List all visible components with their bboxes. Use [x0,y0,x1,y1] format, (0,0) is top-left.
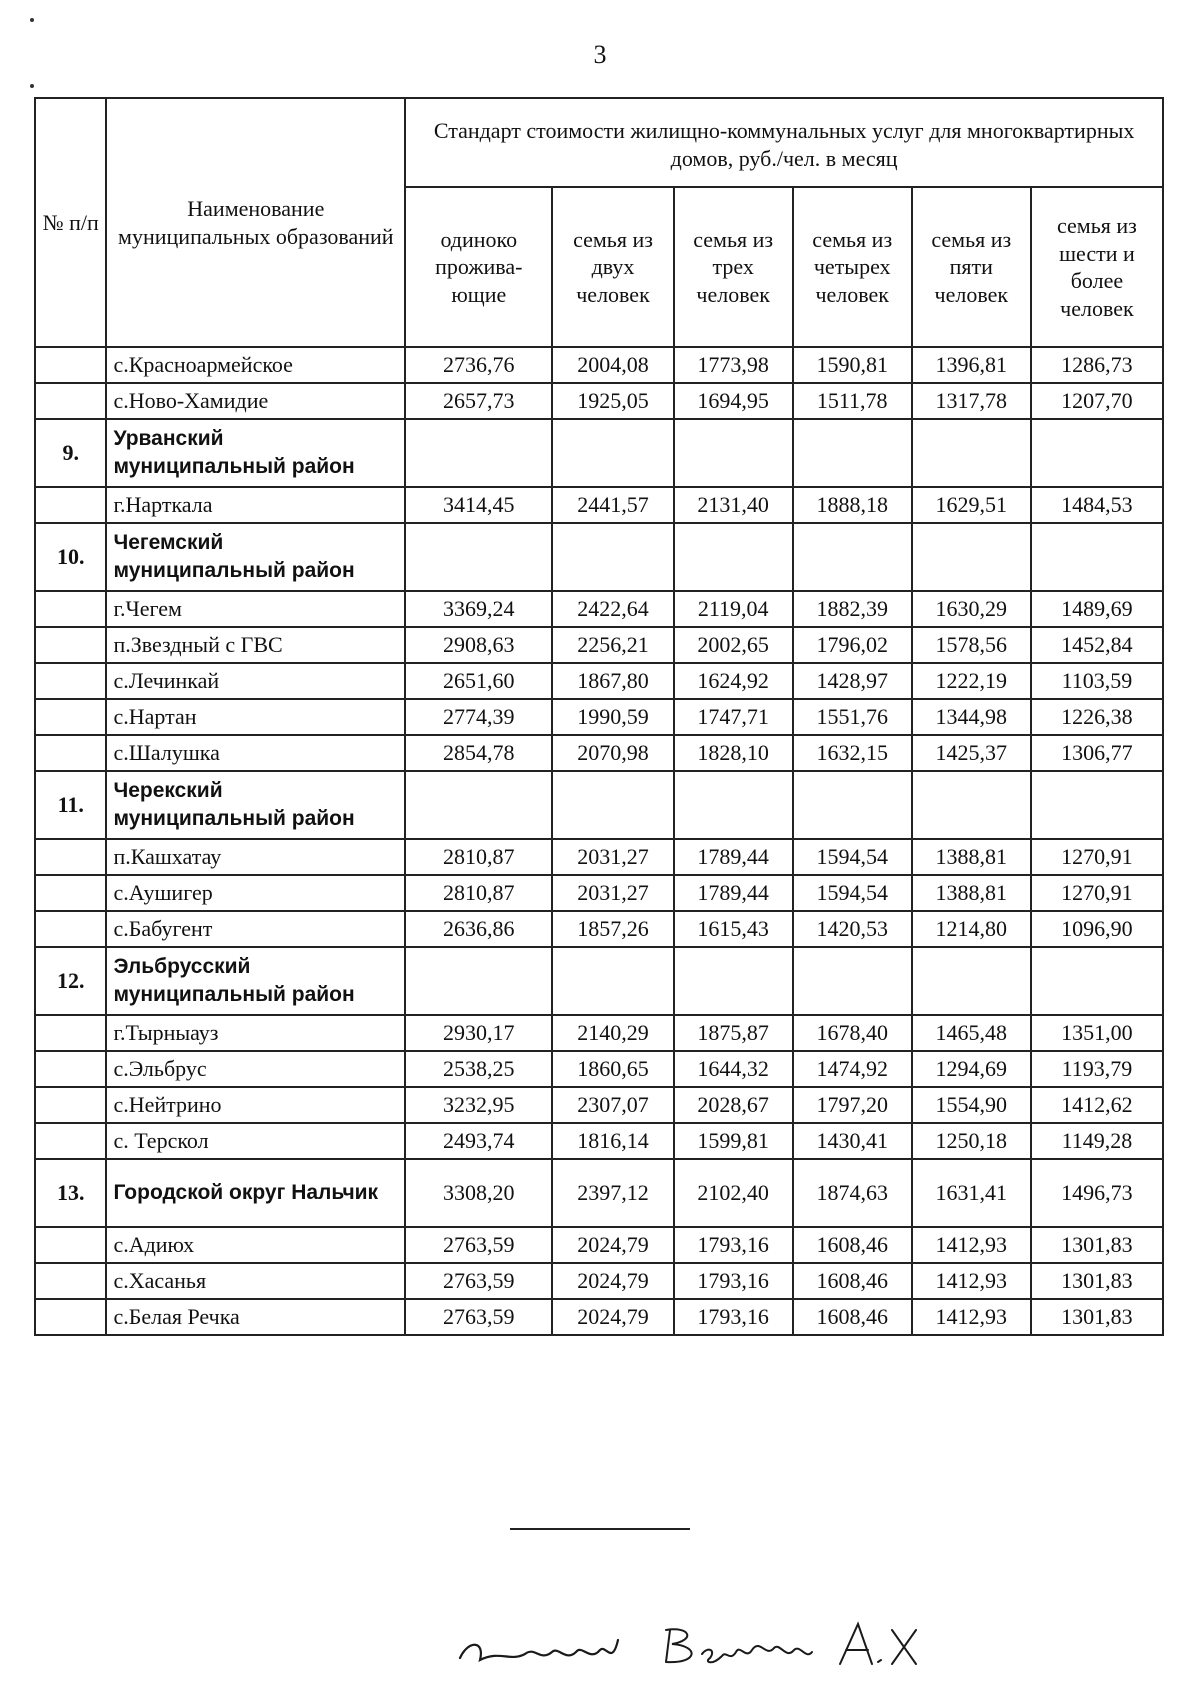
row-number: 10. [35,523,106,591]
table-row [35,627,1163,663]
cost-value: 1222,19 [912,663,1031,699]
municipality-name: с.Бабугент [106,911,405,947]
cost-value: 2441,57 [552,487,673,523]
cost-value: 1599,81 [674,1123,793,1159]
cost-value: 2763,59 [405,1227,552,1263]
cost-value: 2763,59 [405,1263,552,1299]
table-body [35,347,1163,1335]
cost-value: 2024,79 [552,1299,673,1335]
row-number [35,1299,106,1335]
row-number: 12. [35,947,106,1015]
cost-value: 1678,40 [793,1015,912,1051]
cost-value: 1624,92 [674,663,793,699]
cost-value: 1925,05 [552,383,673,419]
cost-value: 1554,90 [912,1087,1031,1123]
header-cost-standard: Стандарт стоимости жилищно-коммунальных услуг для многоквартирных домов, руб./чел. в месяц [405,98,1163,187]
cost-value: 2657,73 [405,383,552,419]
municipality-name: г.Тырныауз [106,1015,405,1051]
cost-value: 2854,78 [405,735,552,771]
cost-value: 1789,44 [674,875,793,911]
cost-value: 1747,71 [674,699,793,735]
table-row [35,1015,1163,1051]
cost-value: 1773,98 [674,347,793,383]
table-row [35,875,1163,911]
cost-value: 1193,79 [1031,1051,1163,1087]
cost-value: 1860,65 [552,1051,673,1087]
cost-value [912,771,1031,839]
district-row [35,523,1163,591]
cost-value: 1317,78 [912,383,1031,419]
table-row [35,663,1163,699]
table-header [35,98,1163,347]
table-row [35,911,1163,947]
header-col-family-2: семья из двух человек [552,187,673,347]
row-number: 9. [35,419,106,487]
cost-value: 2763,59 [405,1299,552,1335]
cost-value: 1096,90 [1031,911,1163,947]
cost-value: 1990,59 [552,699,673,735]
municipality-name: с.Эльбрус [106,1051,405,1087]
cost-value: 1425,37 [912,735,1031,771]
cost-value: 1629,51 [912,487,1031,523]
cost-value [405,419,552,487]
cost-value: 2031,27 [552,839,673,875]
municipality-name: с.Ново-Хамидие [106,383,405,419]
cost-value: 2736,76 [405,347,552,383]
cost-value: 2538,25 [405,1051,552,1087]
row-number [35,591,106,627]
cost-value: 1857,26 [552,911,673,947]
row-number [35,1123,106,1159]
cost-value: 2256,21 [552,627,673,663]
cost-value: 1396,81 [912,347,1031,383]
row-number [35,627,106,663]
cost-value: 2004,08 [552,347,673,383]
cost-value: 1430,41 [793,1123,912,1159]
cost-value [405,947,552,1015]
cost-value: 3414,45 [405,487,552,523]
table-row [35,1123,1163,1159]
cost-value: 3369,24 [405,591,552,627]
cost-value: 2131,40 [674,487,793,523]
cost-value: 1578,56 [912,627,1031,663]
cost-value: 1226,38 [1031,699,1163,735]
cost-value: 2031,27 [552,875,673,911]
cost-value: 1551,76 [793,699,912,735]
header-col-single: одиноко прожива-ющие [405,187,552,347]
cost-value [674,947,793,1015]
row-number [35,347,106,383]
cost-value [552,947,673,1015]
cost-value: 1631,41 [912,1159,1031,1227]
table-row [35,1299,1163,1335]
header-col-family-5: семья из пяти человек [912,187,1031,347]
header-col-family-6-plus: семья из шести и более человек [1031,187,1163,347]
cost-value [1031,523,1163,591]
cost-value [793,419,912,487]
cost-value: 1301,83 [1031,1227,1163,1263]
municipality-name: с.Адиюх [106,1227,405,1263]
municipality-name: Городской округ Нальчик [106,1159,405,1227]
cost-value: 2636,86 [405,911,552,947]
cost-value: 2930,17 [405,1015,552,1051]
cost-value: 1594,54 [793,839,912,875]
cost-value: 2140,29 [552,1015,673,1051]
cost-value: 3308,20 [405,1159,552,1227]
header-col-family-4: семья из четырех человек [793,187,912,347]
district-row [35,1159,1163,1227]
cost-value: 1207,70 [1031,383,1163,419]
cost-value: 2119,04 [674,591,793,627]
table-row [35,735,1163,771]
cost-value [552,523,673,591]
cost-value: 1452,84 [1031,627,1163,663]
cost-value: 2024,79 [552,1263,673,1299]
municipality-name: с.Нейтрино [106,1087,405,1123]
cost-value: 1301,83 [1031,1299,1163,1335]
municipality-name: п.Кашхатау [106,839,405,875]
row-number [35,839,106,875]
table-row [35,1051,1163,1087]
municipality-name: г.Чегем [106,591,405,627]
table-row [35,347,1163,383]
cost-value: 2002,65 [674,627,793,663]
cost-value: 1608,46 [793,1299,912,1335]
cost-value: 1465,48 [912,1015,1031,1051]
cost-value [674,771,793,839]
cost-value: 2307,07 [552,1087,673,1123]
cost-value: 1615,43 [674,911,793,947]
cost-value [674,419,793,487]
cost-value [912,419,1031,487]
cost-value: 1590,81 [793,347,912,383]
row-number [35,1051,106,1087]
municipality-name: с. Терскол [106,1123,405,1159]
cost-value: 2422,64 [552,591,673,627]
row-number [35,487,106,523]
municipality-name: с.Шалушка [106,735,405,771]
row-number [35,383,106,419]
municipality-name: Чегемский муниципальный район [106,523,405,591]
cost-value [552,771,673,839]
municipality-name: с.Красноармейское [106,347,405,383]
cost-value: 2651,60 [405,663,552,699]
table-row [35,383,1163,419]
cost-value [793,947,912,1015]
cost-value: 1793,16 [674,1227,793,1263]
cost-value [1031,419,1163,487]
municipality-name: г.Нарткала [106,487,405,523]
header-number: № п/п [35,98,106,347]
row-number [35,699,106,735]
table-row [35,1087,1163,1123]
cost-value: 1594,54 [793,875,912,911]
district-row [35,947,1163,1015]
cost-value [912,523,1031,591]
cost-value: 1420,53 [793,911,912,947]
cost-value: 1412,93 [912,1263,1031,1299]
cost-value: 1270,91 [1031,875,1163,911]
cost-value: 1344,98 [912,699,1031,735]
cost-value: 1250,18 [912,1123,1031,1159]
cost-value: 2028,67 [674,1087,793,1123]
row-number [35,1015,106,1051]
table-row [35,839,1163,875]
row-number: 13. [35,1159,106,1227]
cost-value [793,523,912,591]
cost-value: 1412,93 [912,1299,1031,1335]
cost-value: 2774,39 [405,699,552,735]
cost-value: 2908,63 [405,627,552,663]
cost-value: 1816,14 [552,1123,673,1159]
cost-value: 1351,00 [1031,1015,1163,1051]
cost-value: 2493,74 [405,1123,552,1159]
cost-value: 1888,18 [793,487,912,523]
row-number [35,663,106,699]
cost-value [912,947,1031,1015]
municipality-name: Эльбрусский муниципальный район [106,947,405,1015]
row-number [35,735,106,771]
cost-value: 1608,46 [793,1227,912,1263]
cost-value: 1874,63 [793,1159,912,1227]
municipality-name: с.Нартан [106,699,405,735]
table-row [35,1263,1163,1299]
municipality-name: Урванский муниципальный район [106,419,405,487]
cost-value: 2024,79 [552,1227,673,1263]
municipality-name: с.Аушигер [106,875,405,911]
cost-value [793,771,912,839]
header-municipality: Наименование муниципальных образований [106,98,405,347]
cost-value: 1793,16 [674,1299,793,1335]
district-row [35,419,1163,487]
cost-value: 1484,53 [1031,487,1163,523]
municipality-name: Черекский муниципальный район [106,771,405,839]
cost-value [405,771,552,839]
cost-value: 1388,81 [912,839,1031,875]
cost-value: 1828,10 [674,735,793,771]
cost-value [405,523,552,591]
cost-value: 1797,20 [793,1087,912,1123]
row-number [35,911,106,947]
cost-value: 1796,02 [793,627,912,663]
municipality-name: с.Лечинкай [106,663,405,699]
cost-value: 1286,73 [1031,347,1163,383]
cost-value: 1294,69 [912,1051,1031,1087]
table-row [35,591,1163,627]
footer-rule [510,1528,690,1530]
cost-value: 1875,87 [674,1015,793,1051]
cost-value: 1882,39 [793,591,912,627]
cost-value: 1412,93 [912,1227,1031,1263]
cost-value: 1388,81 [912,875,1031,911]
cost-value: 1306,77 [1031,735,1163,771]
district-row [35,771,1163,839]
page-number: 3 [593,40,607,69]
cost-value [552,419,673,487]
row-number [35,1087,106,1123]
row-number [35,1227,106,1263]
cost-value: 1694,95 [674,383,793,419]
row-number: 11. [35,771,106,839]
cost-value: 1511,78 [793,383,912,419]
scan-speck [30,18,34,22]
table-row [35,699,1163,735]
cost-value: 2397,12 [552,1159,673,1227]
cost-value: 1630,29 [912,591,1031,627]
cost-value: 1644,32 [674,1051,793,1087]
cost-value [1031,771,1163,839]
cost-value: 1103,59 [1031,663,1163,699]
cost-value: 2102,40 [674,1159,793,1227]
cost-standards-table [34,97,1164,1336]
cost-value: 1789,44 [674,839,793,875]
cost-value: 1412,62 [1031,1087,1163,1123]
table-row [35,487,1163,523]
cost-value: 1149,28 [1031,1123,1163,1159]
cost-value: 1474,92 [793,1051,912,1087]
cost-value: 3232,95 [405,1087,552,1123]
row-number [35,875,106,911]
scan-speck [30,84,34,88]
cost-value: 1496,73 [1031,1159,1163,1227]
cost-value: 1428,97 [793,663,912,699]
cost-value: 1489,69 [1031,591,1163,627]
municipality-name: с.Хасанья [106,1263,405,1299]
cost-value: 2070,98 [552,735,673,771]
row-number [35,1263,106,1299]
municipality-name: п.Звездный с ГВС [106,627,405,663]
cost-value: 1301,83 [1031,1263,1163,1299]
cost-value: 2810,87 [405,839,552,875]
cost-value [1031,947,1163,1015]
cost-value: 1608,46 [793,1263,912,1299]
cost-value [674,523,793,591]
cost-value: 1270,91 [1031,839,1163,875]
municipality-name: с.Белая Речка [106,1299,405,1335]
cost-standards-table-wrap [34,97,1164,1336]
cost-value: 1793,16 [674,1263,793,1299]
handwritten-signature [440,1610,960,1680]
cost-value: 1214,80 [912,911,1031,947]
cost-value: 2810,87 [405,875,552,911]
cost-value: 1867,80 [552,663,673,699]
header-col-family-3: семья из трех человек [674,187,793,347]
table-row [35,1227,1163,1263]
cost-value: 1632,15 [793,735,912,771]
